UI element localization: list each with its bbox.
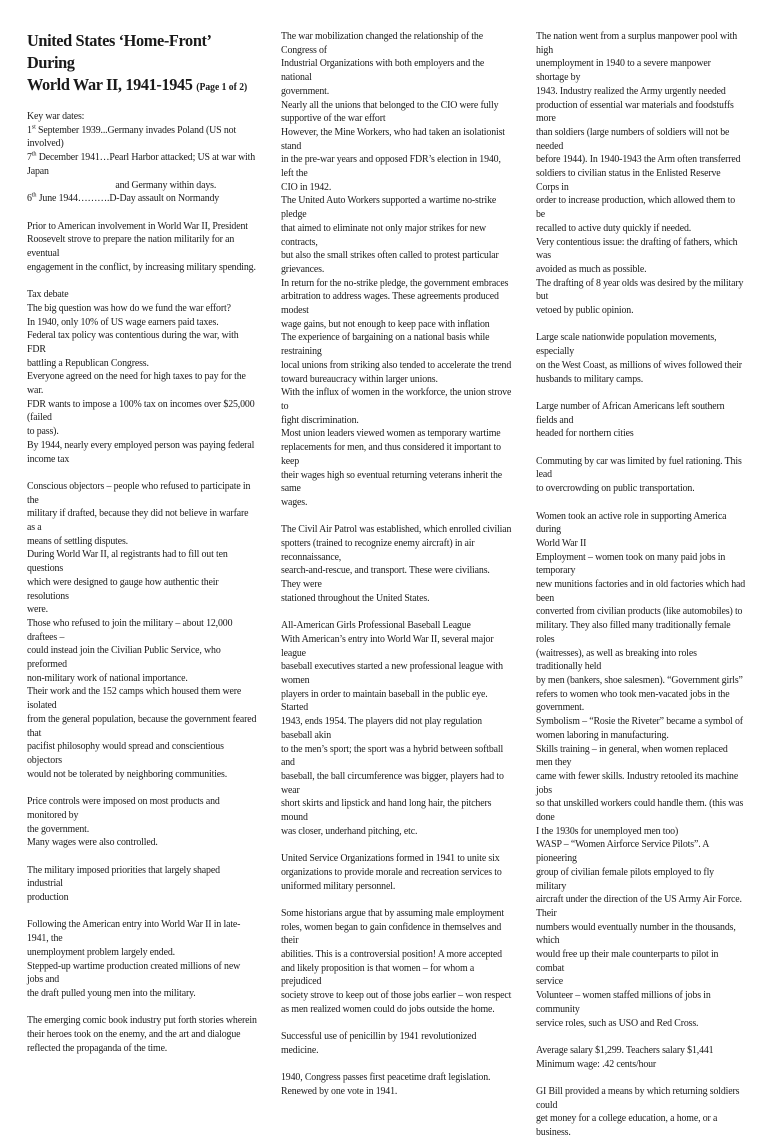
text-line: Price controls were imposed on most products and monitored by [27, 796, 220, 821]
text-line: I the 1930s for unemployed men too) [536, 825, 679, 837]
text-line: as men realized women could do jobs outside the home. [281, 1003, 495, 1015]
text-line: their wages high so eventual returning veterans inherit the same [281, 469, 502, 495]
text-line: Everyone agreed on the need for high taxes to pay for the war. [27, 371, 246, 397]
para-great-migration [536, 400, 745, 441]
text-line: World War II [536, 537, 587, 549]
text-line: were. [27, 604, 48, 616]
text-line: Large scale nationwide population movements, especially [536, 332, 717, 358]
para-price-controls [27, 795, 257, 850]
para-tax-debate [27, 288, 257, 466]
text-line: abilities. This is a controversial position! A more accepted [281, 949, 502, 961]
text-line: battling a Republican Congress. [27, 357, 149, 369]
para-prior-involvement [27, 220, 257, 275]
text-line: came with fewer skills. Industry retooled its machine jobs [536, 770, 739, 796]
para-comic-books [27, 1014, 257, 1055]
text-line: aircraft under the direction of the US Army Air Force. Their [536, 894, 742, 919]
text-line: military. They also filled many traditionally female roles [536, 620, 731, 645]
text-line: headed for northern cities [536, 428, 634, 440]
text-line: short skirts and lipstick and hand long hair, the pitchers mound [281, 798, 492, 824]
text-line: new munitions factories and in old factories which had been [536, 579, 746, 604]
text-line: Commuting by car was limited by fuel rationing. This lead [536, 455, 742, 481]
date-item: 6th June 1944……….D-Day assault on Normandy [27, 191, 220, 205]
text-line: supportive of the war effort [281, 113, 386, 125]
text-line: wages. [281, 496, 308, 508]
text-line: Following the American entry into World War II in late-1941, the [27, 919, 241, 945]
para-salary [536, 1044, 745, 1071]
text-line: so that unskilled workers could handle them. (this was done [536, 798, 744, 824]
para-gi-bill [536, 1085, 745, 1140]
text-line: Those who refused to join the military – about 12,000 draftees – [27, 617, 233, 643]
text-line: WASP – “Women Airforce Service Pilots”. A pioneering [536, 839, 709, 865]
text-line: (waitresses), as well as breaking into roles traditionally held [536, 647, 697, 673]
text-line: spotters (trained to recognize enemy aircraft) in air reconnaissance, [281, 538, 475, 563]
para-penicillin [281, 1030, 511, 1057]
text-line: which were designed to gauge how authentic their resolutions [27, 576, 219, 602]
text-line: non-military work of national importance. [27, 672, 188, 684]
page-note: (Page 1 of 2) [196, 82, 248, 93]
text-line: production [27, 892, 69, 903]
text-line: husbands to military camps. [536, 373, 644, 385]
text-line: Some historians argue that by assuming male employment [281, 907, 504, 919]
text-line: to pass). [27, 426, 59, 438]
text-line: arbitration to address wages. These agreements produced modest [281, 291, 499, 317]
text-line: During World War II, al registrants had to fill out ten questions [27, 549, 228, 575]
text-line: United Service Organizations formed in 1941 to unite six [281, 853, 500, 865]
text-line: Prior to American involvement in World War II, President [27, 220, 248, 232]
text-line: baseball executives started a new professional league with women [281, 661, 503, 687]
text-line: their heroes took on the enemy, and the art and dialogue [27, 1029, 241, 1040]
text-line: from the general population, because the government feared that [27, 713, 257, 739]
text-line: women laboring in manufacturing. [536, 729, 669, 741]
text-line: on the West Coast, as millions of wives followed their [536, 359, 742, 371]
text-line: organizations to provide morale and recreation services to [281, 866, 502, 878]
text-line: by men (bankers, shoe salesmen). “Government girls” [536, 674, 743, 686]
text-line: Skills training – in general, when women replaced men they [536, 743, 728, 769]
text-line: GI Bill provided a means by which returning soldiers could [536, 1086, 740, 1111]
text-line: income tax [27, 453, 70, 465]
text-line: Successful use of penicillin by 1941 revolutionized medicine. [281, 1031, 477, 1056]
text-line: 1943. Industry realized the Army urgently needed [536, 85, 726, 97]
para-women-roles [536, 510, 745, 1031]
text-line: vetoed by public opinion. [536, 305, 634, 317]
text-line: that aimed to eliminate not only major strikes for new contracts, [281, 222, 486, 248]
text-line: Volunteer – women staffed millions of jobs in community [536, 990, 711, 1015]
text-line: Tax debate [27, 289, 69, 301]
text-line: grievances. [281, 263, 325, 275]
para-military-priorities [27, 864, 257, 905]
text-line: roles, women began to gain confidence in themselves and their [281, 921, 502, 947]
text-line: search-and-rescue, and transport. These were civilians. They were [281, 565, 490, 591]
key-dates [27, 110, 257, 206]
text-line: means of settling disputes. [27, 535, 128, 547]
title-line-2 [27, 74, 257, 99]
date-item: 7th December 1941…Pearl Harbor attacked; US at war with Japan [27, 150, 256, 177]
para-unemployment [27, 918, 257, 1000]
text-line: wage gains, but not enough to keep pace with inflation [281, 318, 490, 330]
text-line: to overcrowding on public transportation. [536, 483, 695, 495]
text-line: government. [281, 85, 330, 97]
text-line: Symbolism – “Rosie the Riveter” became a symbol of [536, 716, 743, 728]
text-line: converted from civilian products (like automobiles) to [536, 606, 743, 618]
text-line: The nation went from a surplus manpower pool with high [536, 31, 738, 56]
text-line: would free up their male counterparts to pilot in combat [536, 949, 719, 974]
text-line: reflected the propaganda of the time. [27, 1042, 168, 1054]
text-line: unemployment problem largely ended. [27, 946, 175, 958]
para-girls-baseball [281, 619, 511, 838]
text-line: The war mobilization changed the relationship of the Congress of [281, 31, 483, 56]
text-line: government. [536, 702, 585, 714]
text-line: 1940, Congress passes first peacetime draft legislation. [281, 1072, 491, 1084]
text-line: was closer, underhand pitching, etc. [281, 825, 418, 837]
text-line: Minimum wage: .42 cents/hour [536, 1058, 657, 1070]
text-line: Federal tax policy was contentious during the war, with FDR [27, 330, 239, 355]
para-draft-legislation [281, 1071, 511, 1098]
text-line: Nearly all the unions that belonged to the CIO were fully [281, 99, 499, 111]
para-labor-unions [281, 30, 511, 510]
text-line: recalled to active duty quickly if needed. [536, 222, 692, 234]
date-item-continuation: and Germany within days. [115, 179, 217, 191]
text-line: The military imposed priorities that largely shaped industrial [27, 864, 220, 890]
text-line: could instead join the Civilian Public Service, who preformed [27, 645, 221, 671]
para-civil-air-patrol [281, 523, 511, 605]
text-line: Average salary $1,299. Teachers salary $1,441 [536, 1044, 714, 1056]
text-line: CIO in 1942. [281, 181, 332, 193]
text-line: Stepped-up wartime production created millions of new jobs and [27, 960, 241, 986]
text-line: toward bureaucracy within larger unions. [281, 373, 438, 385]
para-population-movement [536, 331, 745, 386]
text-line: avoided as much as possible. [536, 263, 647, 275]
text-line: would not be tolerated by neighboring communities. [27, 768, 228, 780]
text-line: players in order to maintain baseball in the public eye. Started [281, 688, 488, 714]
text-line: numbers would eventually number in the thousands, which [536, 921, 736, 947]
text-line: society strove to keep out of those jobs earlier – won respect [281, 990, 512, 1002]
para-manpower [536, 30, 745, 318]
text-line: Renewed by one vote in 1941. [281, 1086, 398, 1098]
text-line: With American’s entry into World War II, several major league [281, 633, 494, 659]
text-line: fight discrimination. [281, 414, 359, 426]
text-line: unemployment in 1940 to a severe manpower shortage by [536, 58, 711, 84]
key-dates-heading: Key war dates: [27, 111, 85, 122]
text-line: pacifist philosophy would spread and conscientious objectors [27, 741, 224, 766]
text-line: Many wages were also controlled. [27, 837, 158, 849]
text-line: Roosevelt strove to prepare the nation militarily for an eventual [27, 234, 235, 260]
para-uso [281, 852, 511, 893]
text-line: the draft pulled young men into the military. [27, 987, 196, 999]
text-line: service [536, 976, 563, 988]
text-line: Most union leaders viewed women as temporary wartime [281, 428, 501, 440]
page-title [27, 30, 257, 99]
text-line: refers to women who took men-vacated jobs in the [536, 688, 730, 700]
text-line: Large number of African Americans left southern fields and [536, 400, 725, 426]
text-line: FDR wants to impose a 100% tax on incomes over $25,000 (failed [27, 398, 255, 424]
text-line: soldiers to civilian status in the Enlisted Reserve Corps in [536, 168, 721, 193]
title-line-1: United States ‘Home-Front’ During [27, 31, 211, 72]
title-text: World War II, 1941-1945 [27, 75, 193, 94]
text-line: to the men’s sport; the sport was a hybrid between softball and [281, 743, 504, 769]
text-line: military if drafted, because they did not believe in warfare as a [27, 508, 249, 534]
text-line: The drafting of 8 year olds was desired by the military but [536, 277, 744, 303]
text-line: in the pre-war years and opposed FDR’s election in 1940, left the [281, 154, 501, 180]
text-line: get money for a college education, a home, or a business. [536, 1113, 718, 1139]
column-middle [281, 30, 511, 1099]
para-commuting [536, 455, 745, 496]
text-line: Their work and the 152 camps which housed them were isolated [27, 686, 242, 712]
text-line: By 1944, nearly every employed person was paying federal [27, 439, 255, 451]
text-line: However, the Mine Workers, who had taken an isolationist stand [281, 126, 505, 152]
text-line: The experience of bargaining on a national basis while restraining [281, 332, 490, 358]
text-line: service roles, such as USO and Red Cross. [536, 1017, 699, 1029]
text-line: Conscious objectors – people who refused to participate in the [27, 480, 251, 506]
text-line: All-American Girls Professional Baseball League [281, 620, 471, 632]
text-line: With the influx of women in the workforce, the union strove to [281, 387, 512, 412]
text-line: Employment – women took on many paid jobs in temporary [536, 551, 726, 577]
text-line: The United Auto Workers supported a wartime no-strike pledge [281, 195, 497, 221]
text-line: 1943, ends 1954. The players did not play regulation baseball akin [281, 716, 482, 741]
text-line: than soldiers (large numbers of soldiers will not be needed [536, 126, 730, 152]
text-line: production of essential war materials and foodstuffs more [536, 99, 734, 125]
para-historians [281, 907, 511, 1017]
text-line: group of civilian female pilots employed to fly military [536, 866, 714, 892]
text-line: Industrial Organizations with both employers and the national [281, 58, 485, 84]
text-line: order to increase production, which allowed them to be [536, 195, 736, 221]
para-conscientious-objectors [27, 480, 257, 781]
column-right [536, 30, 745, 1140]
text-line: uniformed military personnel. [281, 880, 396, 892]
text-line: before 1944). In 1940-1943 the Arm often transferred [536, 154, 741, 166]
column-left [27, 30, 257, 1055]
text-line: In 1940, only 10% of US wage earners paid taxes. [27, 316, 219, 328]
date-item: 1st September 1939...Germany invades Poland (US not involved) [27, 123, 237, 150]
text-line: stationed throughout the United States. [281, 592, 430, 604]
text-line: Women took an active role in supporting America during [536, 510, 727, 536]
text-line: engagement in the conflict, by increasing military spending. [27, 261, 256, 273]
text-line: Very contentious issue: the drafting of fathers, which was [536, 236, 738, 262]
text-line: replacements for men, and thus considered it important to keep [281, 442, 501, 467]
text-line: the government. [27, 823, 90, 835]
text-line: baseball, the ball circumference was bigger, players had to wear [281, 770, 504, 796]
text-line: but also the small strikes often called to protest particular [281, 250, 499, 262]
text-line: The big question was how do we fund the war effort? [27, 302, 231, 314]
text-line: and likely proposition is that women – for whom a prejudiced [281, 962, 475, 988]
text-line: The Civil Air Patrol was established, which enrolled civilian [281, 524, 512, 536]
text-line: In return for the no-strike pledge, the government embraces [281, 277, 509, 289]
text-line: local unions from striking also tended to accelerate the trend [281, 359, 512, 371]
text-line: The emerging comic book industry put forth stories wherein [27, 1015, 257, 1027]
